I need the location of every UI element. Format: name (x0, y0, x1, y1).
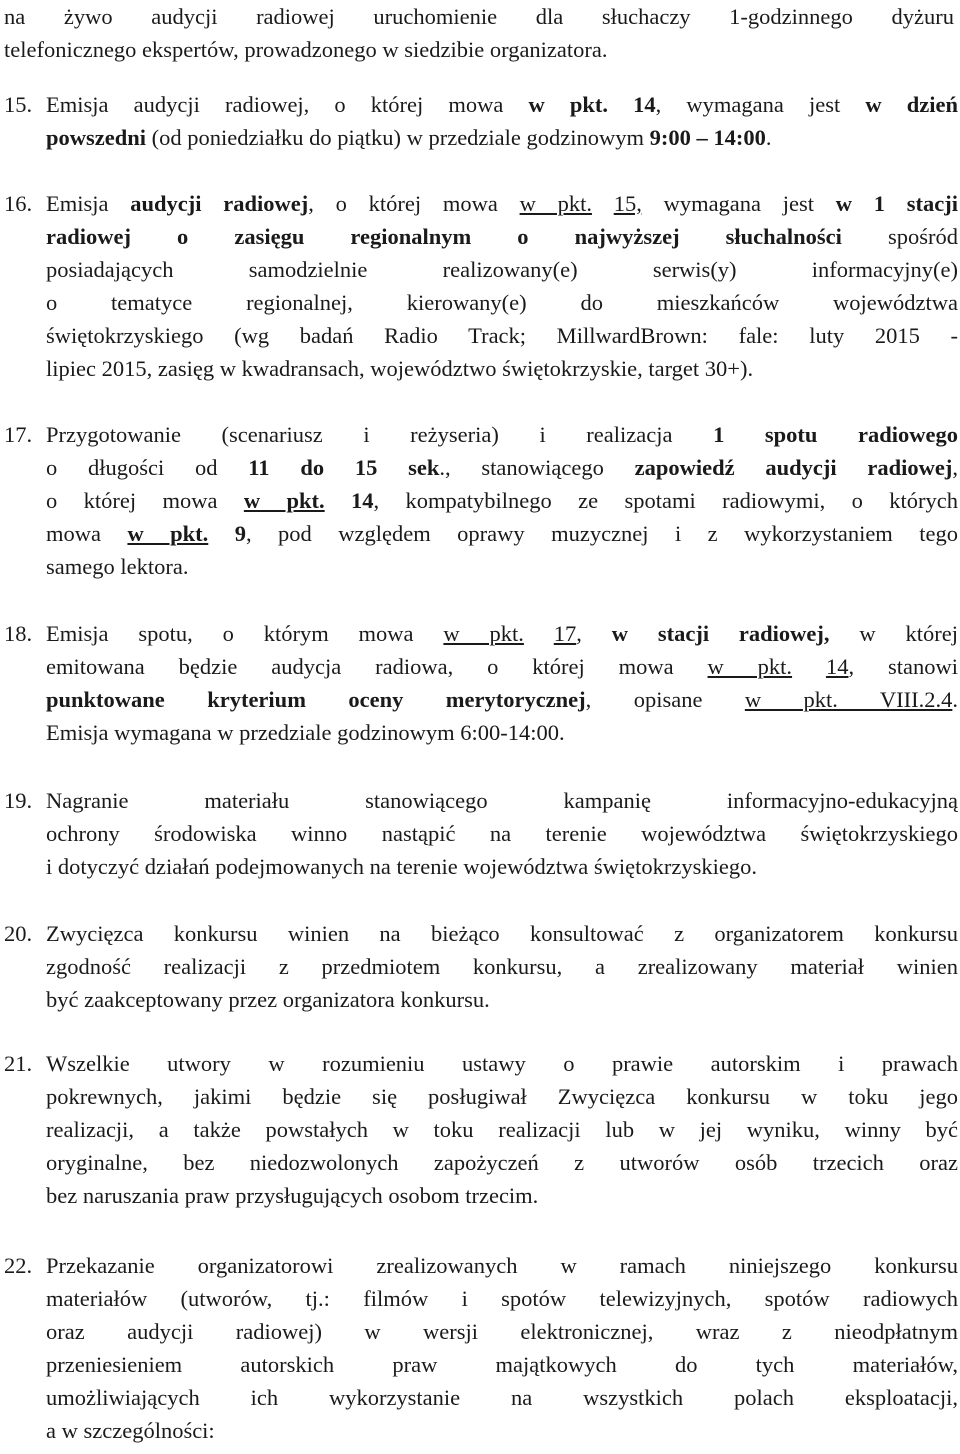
item-line (46, 1249, 958, 1282)
text-run (524, 621, 554, 646)
item-line (46, 850, 958, 883)
text-run: 11 do 15 sek (248, 455, 440, 480)
text-run: bez naruszania praw przysługujących osobom trzecim. (46, 1183, 539, 1208)
item-body (46, 617, 958, 749)
text-run: Przygotowanie (scenariusz i reżyseria) i realizacja (46, 422, 714, 447)
text-run: świętokrzyskiego (wg badań Radio Track; MillwardBrown: fale: luty 2015 - (46, 323, 958, 348)
item-line (46, 418, 958, 451)
item-line (46, 950, 958, 983)
text-run: realizacji, a także powstałych w toku realizacji lub w jej wyniku, winny być (46, 1117, 958, 1142)
text-run: w pkt. (127, 521, 209, 546)
item-number: 15. (4, 92, 33, 117)
item-line (46, 352, 958, 385)
text-run: i dotyczyć działań podejmowanych na terenie województwa świętokrzyskiego. (46, 854, 758, 879)
text-run: spośród (841, 224, 958, 249)
text-run: . (765, 125, 772, 150)
item-number: 17. (4, 422, 33, 447)
text-run: , (576, 621, 612, 646)
text-run: 9 (234, 521, 246, 546)
text-run: w dzień (865, 92, 958, 117)
item-body (46, 917, 958, 1016)
text-run (325, 488, 351, 513)
text-run: Przekazanie organizatorowi zrealizowanych w ramach niniejszego konkursu (46, 1253, 958, 1278)
text-run: w 1 stacji (835, 191, 958, 216)
text-run: powszedni (46, 125, 147, 150)
item-line (46, 220, 958, 253)
item-number: 19. (4, 788, 33, 813)
text-run: pokrewnych, jakimi będzie się posługiwał Zwycięzca konkursu w toku jego (46, 1084, 958, 1109)
item-number: 18. (4, 621, 33, 646)
text-run: radiowej o zasięgu regionalnym o najwyższej słuchalności (46, 224, 842, 249)
text-run: 17 (553, 621, 577, 646)
text-run: ., stanowiącego (439, 455, 635, 480)
text-run: w pkt. (243, 488, 325, 513)
text-run: przeniesieniem autorskich praw majątkowych do tych materiałów, (46, 1352, 958, 1377)
text-run: Wszelkie utwory w rozumieniu ustawy o prawie autorskim i prawach (46, 1051, 958, 1076)
text-run: Zwycięzca konkursu winien na bieżąco konsultować z organizatorem konkursu (46, 921, 958, 946)
text-run: Emisja audycji radiowej, o której mowa (46, 92, 529, 117)
item-line (46, 1080, 958, 1113)
item-line (46, 550, 958, 583)
item-line (46, 650, 958, 683)
text-run: , opisane (585, 687, 745, 712)
text-run: emitowana będzie audycja radiowa, o której mowa (46, 654, 708, 679)
item-line (46, 1414, 958, 1447)
text-run: zgodność realizacji z przedmiotem konkursu, a zrealizowany materiał winien (46, 954, 958, 979)
text-run: . (952, 687, 958, 712)
item-line (46, 517, 958, 550)
text-run: a w szczególności: (46, 1418, 215, 1443)
item-number: 16. (4, 191, 33, 216)
text-run: (od poniedziałku do piątku) w przedziale godzinowym (146, 125, 650, 150)
text-run: w pkt. VIII.2.4 (744, 687, 953, 712)
text-run: , (952, 455, 958, 480)
text-run (208, 521, 234, 546)
text-run (608, 92, 633, 117)
text-run: audycji radiowej (130, 191, 309, 216)
text-run: 1 spotu radiowego (713, 422, 958, 447)
item-line (46, 1315, 958, 1348)
intro-line: na żywo audycji radiowej uruchomienie dla słuchaczy 1-godzinnego dyżuru (4, 4, 954, 29)
item-number: 22. (4, 1253, 33, 1278)
text-run: , o której mowa (308, 191, 520, 216)
item-number: 20. (4, 921, 33, 946)
text-run: wymagana jest (641, 191, 836, 216)
text-run: Emisja (46, 191, 131, 216)
text-run: , kompatybilnego ze spotami radiowymi, o których (373, 488, 958, 513)
text-run: o tematyce regionalnej, kierowany(e) do mieszkańców województwa (46, 290, 958, 315)
text-run: oraz audycji radiowej) w wersji elektronicznej, wraz z nieodpłatnym (46, 1319, 958, 1344)
item-line (46, 1381, 958, 1414)
item-body (46, 88, 958, 154)
text-run: 14 (825, 654, 849, 679)
item-body (46, 418, 958, 583)
item-line (46, 1282, 958, 1315)
text-run: zapowiedź audycji radiowej (634, 455, 953, 480)
text-run: , pod względem oprawy muzycznej i z wykorzystaniem tego (245, 521, 958, 546)
text-run: oryginalne, bez niedozwolonych zapożyczeń z utworów osób trzecich oraz (46, 1150, 958, 1175)
text-run: w której (829, 621, 958, 646)
item-line (46, 817, 958, 850)
text-run: , stanowi (848, 654, 958, 679)
item-line (46, 1146, 958, 1179)
text-run: , wymagana jest (655, 92, 866, 117)
text-run: w pkt. (707, 654, 793, 679)
text-run: w pkt. (519, 191, 592, 216)
text-run: 14 (633, 92, 656, 117)
text-run: Nagranie materiału stanowiącego kampanię informacyjno-edukacyjną (46, 788, 958, 813)
text-run: samego lektora. (46, 554, 189, 579)
item-line (46, 319, 958, 352)
text-run: 15, (613, 191, 642, 216)
item-line (46, 917, 958, 950)
item-line (46, 1113, 958, 1146)
text-run: w pkt. (443, 621, 524, 646)
item-body (46, 1249, 958, 1447)
text-run: umożliwiających ich wykorzystanie na wszystkich polach eksploatacji, (46, 1385, 958, 1410)
text-run: ochrony środowiska winno nastąpić na terenie województwa świętokrzyskiego (46, 821, 958, 846)
text-run: mowa (46, 521, 128, 546)
item-line (46, 286, 958, 319)
item-line (46, 121, 958, 154)
text-run: w stacji radiowej, (611, 621, 830, 646)
item-number: 21. (4, 1051, 33, 1076)
item-line (46, 784, 958, 817)
text-run: Emisja spotu, o którym mowa (46, 621, 444, 646)
text-run: lipiec 2015, zasięg w kwadransach, województwo świętokrzyskie, target 30+). (46, 356, 754, 381)
item-line (46, 1047, 958, 1080)
text-run: punktowane kryterium oceny merytorycznej (46, 687, 586, 712)
text-run: o której mowa (46, 488, 244, 513)
text-run (792, 654, 826, 679)
item-line (46, 88, 958, 121)
intro-line: telefonicznego ekspertów, prowadzonego w siedzibie organizatora. (4, 37, 608, 62)
item-body (46, 784, 958, 883)
item-line (46, 187, 958, 220)
text-run: w pkt. (528, 92, 609, 117)
item-body (46, 1047, 958, 1212)
item-line (46, 1348, 958, 1381)
item-line (46, 683, 958, 716)
text-run: 9:00 – 14:00 (649, 125, 766, 150)
text-run: o długości od (46, 455, 249, 480)
text-run: posiadających samodzielnie realizowany(e) serwis(y) informacyjny(e) (46, 257, 958, 282)
item-body (46, 187, 958, 385)
item-line (46, 1179, 958, 1212)
item-line (46, 253, 958, 286)
item-line (46, 617, 958, 650)
item-line (46, 716, 958, 749)
text-run (592, 191, 614, 216)
item-line (46, 484, 958, 517)
item-line (46, 451, 958, 484)
text-run: 14 (351, 488, 374, 513)
text-run: Emisja wymagana w przedziale godzinowym 6:00-14:00. (46, 720, 565, 745)
text-run: materiałów (utworów, tj.: filmów i spotów telewizyjnych, spotów radiowych (46, 1286, 958, 1311)
item-line (46, 983, 958, 1016)
intro-paragraph (4, 0, 954, 66)
text-run: być zaakceptowany przez organizatora konkursu. (46, 987, 490, 1012)
